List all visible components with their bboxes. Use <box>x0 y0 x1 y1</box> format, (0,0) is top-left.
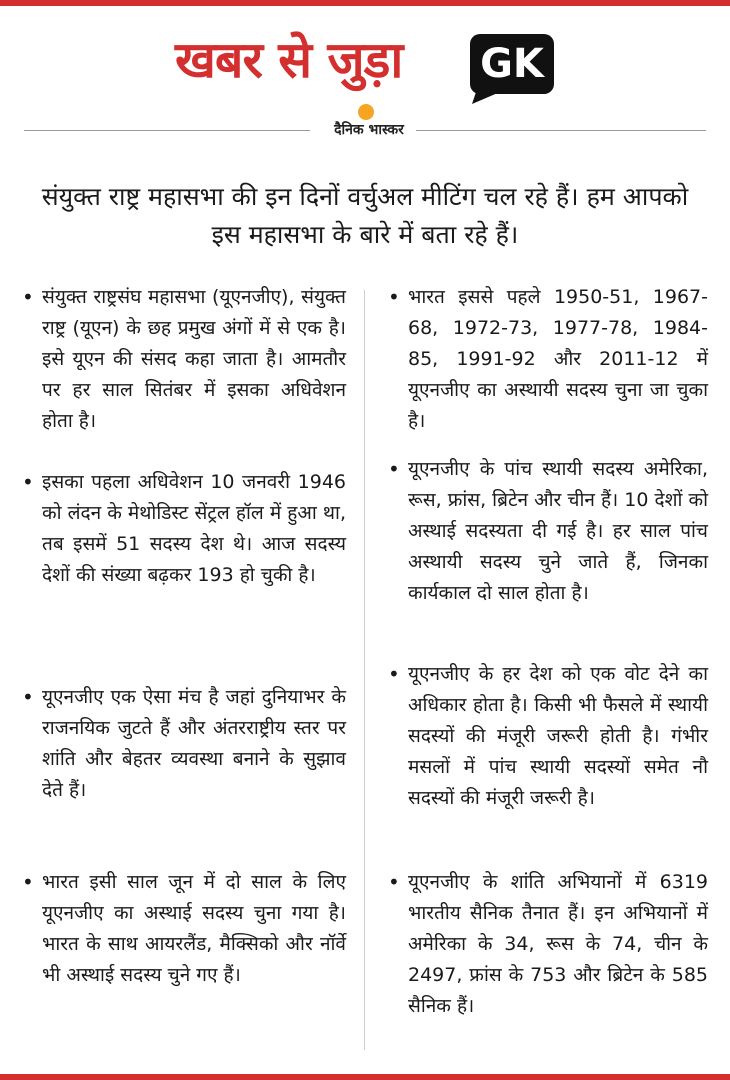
bullet-icon: • <box>22 470 34 494</box>
list-item-text: यूएनजीए के पांच स्थायी सदस्य अमेरिका, रूस, फ्रांस, ब्रिटेन और चीन हैं। 10 देशों को अस्थाई सदस्यता दी गई है। हर साल पांच अस्थायी सदस्य चुने जाते हैं, जिनका कार्यकाल दो साल होता है। <box>408 458 708 604</box>
list-item-text: इसका पहला अधिवेशन 10 जनवरी 1946 को लंदन के मेथोडिस्ट सेंट्रल हॉल में हुआ था, तब इसमें 51 सदस्य देश थे। आज सदस्य देशों की संख्या बढ़कर 193 हो चुकी है। <box>42 471 346 586</box>
left-column <box>20 282 346 1057</box>
brand-row <box>24 104 706 140</box>
page-title: खबर से जुड़ा <box>175 31 403 89</box>
bullet-icon: • <box>22 685 34 709</box>
divider-line-right <box>416 130 706 131</box>
divider-line-left <box>24 130 310 131</box>
list-item <box>386 454 708 659</box>
list-item-text: यूएनजीए एक ऐसा मंच है जहां दुनियाभर के राजनयिक जुटते हैं और अंतरराष्ट्रीय स्तर पर शांति और बेहतर व्यवस्था बनाने के सुझाव देते हैं। <box>42 686 346 801</box>
column-divider <box>364 290 365 1050</box>
list-item <box>20 682 346 867</box>
gk-badge-label: GK <box>480 41 544 87</box>
list-item <box>20 282 346 467</box>
bottom-accent-bar <box>0 1074 730 1080</box>
bullet-icon: • <box>22 285 34 309</box>
sun-dot-icon <box>358 104 374 120</box>
top-accent-bar <box>0 0 730 6</box>
brand-logo-text: दैनिक भास्कर <box>334 122 404 138</box>
right-column <box>386 282 708 1057</box>
bullet-icon: • <box>388 662 400 686</box>
speech-bubble-icon <box>470 34 558 104</box>
list-item <box>386 659 708 867</box>
bullet-icon: • <box>388 457 400 481</box>
bullet-icon: • <box>22 870 34 894</box>
list-item-text: संयुक्त राष्ट्रसंघ महासभा (यूएनजीए), संयुक्त राष्ट्र (यूएन) के छह प्रमुख अंगों में से एक है। इसे यूएन की संसद कहा जाता है। आमतौर पर हर साल सितंबर में इसका अधिवेशन होता है। <box>42 286 346 432</box>
list-item-text: भारत इसी साल जून में दो साल के लिए यूएनजीए का अस्थाई सदस्य चुना गया है। भारत के साथ आयरलैंड, मैक्सिको और नॉर्वे भी अस्थाई सदस्य चुने गए हैं। <box>42 871 346 986</box>
list-item-text: यूएनजीए के हर देश को एक वोट देने का अधिकार होता है। किसी भी फैसले में स्थायी सदस्यों की मंजूरी जरूरी होती है। गंभीर मसलों में पांच स्थायी सदस्यों समेत नौ सदस्यों की मंजूरी जरूरी है। <box>408 663 708 809</box>
list-item <box>386 282 708 454</box>
list-item-text: यूएनजीए के शांति अभियानों में 6319 भारतीय सैनिक तैनात हैं। इन अभियानों में अमेरिका के 34, रूस के 74, चीन के 2497, फ्रांस के 753 और ब्रिटेन के 585 सैनिक हैं। <box>408 871 708 1017</box>
header <box>0 22 730 112</box>
bullet-icon: • <box>388 870 400 894</box>
list-item-text: भारत इससे पहले 1950-51, 1967-68, 1972-73, 1977-78, 1984-85, 1991-92 और 2011-12 में यूएनजीए का अस्थायी सदस्य चुना जा चुका है। <box>408 286 708 432</box>
list-item <box>20 467 346 682</box>
list-item <box>386 867 708 1057</box>
intro-text: संयुक्त राष्ट्र महासभा की इन दिनों वर्चुअल मीटिंग चल रहे हैं। हम आपको इस महासभा के बारे में बता रहे हैं। <box>41 182 689 249</box>
list-item <box>20 867 346 1057</box>
bullet-icon: • <box>388 285 400 309</box>
